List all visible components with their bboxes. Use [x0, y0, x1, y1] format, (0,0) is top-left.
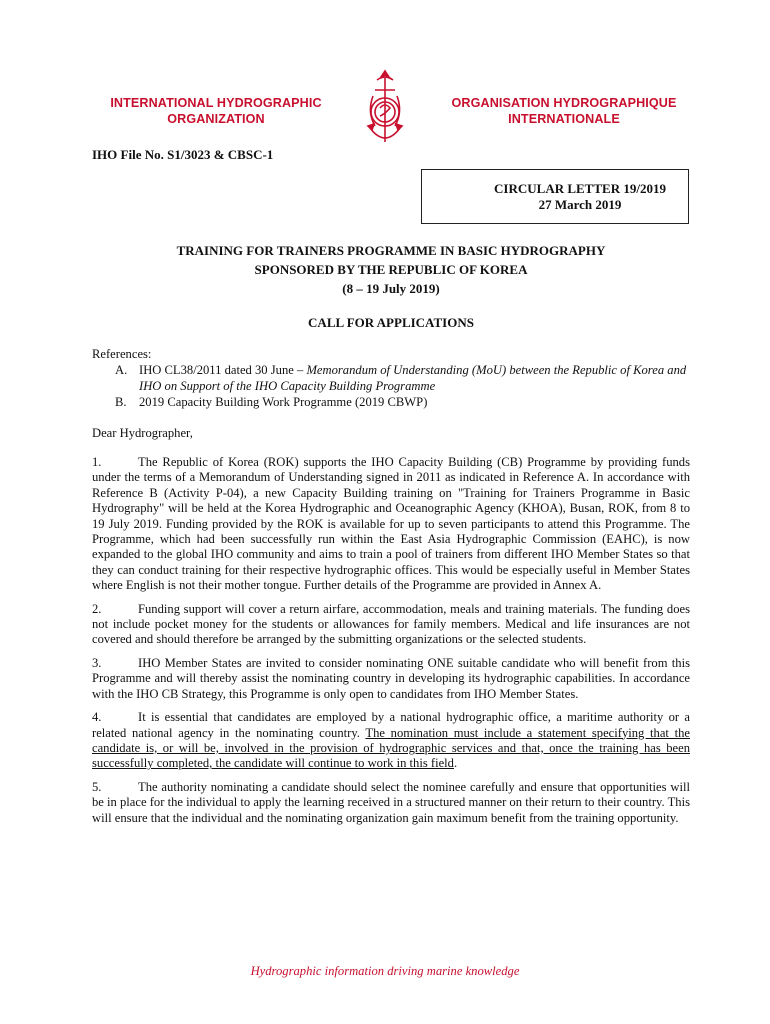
paragraph: [92, 780, 690, 826]
reference-item: [92, 394, 690, 410]
reference-text: [139, 362, 690, 394]
references: [92, 346, 690, 410]
org-name-english-line1: INTERNATIONAL HYDROGRAPHIC: [110, 96, 322, 110]
paragraph: [92, 656, 690, 702]
org-name-french-line1: ORGANISATION HYDROGRAPHIQUE: [451, 96, 677, 110]
circular-letter-date: 27 March 2019: [538, 197, 622, 212]
paragraph-text: Funding support will cover a return airfare, accommodation, meals and training materials. The funding does not include pocket money for the students or allowances for family members. Medical and life insurances are not covered and should therefore be arranged by the submitting organizations or the selected students.: [92, 601, 690, 647]
circular-letter-number: CIRCULAR LETTER 19/2019: [494, 181, 666, 196]
org-name-english: [92, 95, 340, 127]
org-name-french-line2: INTERNATIONALE: [508, 112, 620, 126]
title-line-1: TRAINING FOR TRAINERS PROGRAMME IN BASIC HYDROGRAPHY: [176, 243, 606, 258]
paragraph-text: The authority nominating a candidate should select the nominee carefully and ensure that opportunities will be in place for the individual to apply the learning received in a structured manner on their return to their country. This will ensure that the individual and the nominating organization gain maximum benefit from the training opportunity.: [92, 779, 690, 825]
letter-body: [92, 455, 690, 834]
reference-letter: A.: [115, 363, 128, 377]
org-name-french: [435, 95, 693, 127]
reference-letter: B.: [115, 395, 127, 409]
reference-plain: 2019 Capacity Building Work Programme (2019 CBWP): [139, 395, 428, 409]
paragraph-text: It is essential that candidates are employed by a national hydrographic office, a maritime authority or a related national agency in the nominating country.: [92, 710, 690, 740]
salutation: Dear Hydrographer,: [92, 426, 193, 440]
title-line-3: (8 – 19 July 2019): [342, 281, 440, 296]
paragraph-text: IHO Member States are invited to consider nominating ONE suitable candidate who will benefit from this Programme and will thereby assist the nominating country in developing its hydrographic capabilities. In accordance with the IHO CB Strategy, this Programme is only open to candidates from IHO Member States.: [92, 655, 690, 701]
iho-anchor-emblem-icon: [362, 68, 408, 150]
title-line-2: SPONSORED BY THE REPUBLIC OF KOREA: [254, 262, 528, 277]
circular-letter-box: [421, 169, 689, 224]
paragraph-number: 2.: [92, 601, 102, 616]
references-heading: References:: [92, 347, 152, 361]
paragraph-tail: .: [453, 756, 458, 771]
paragraph-underlined-text: The nomination must include a statement specifying that the candidate is, or will be, involved in the provision of hydrographic services and that, once the training has been successfully completed, the candidate will continue to work in this field: [92, 725, 690, 771]
paragraph-number: 5.: [92, 779, 102, 794]
reference-text: [139, 394, 690, 410]
footer-tagline: Hydrographic information driving marine knowledge: [250, 964, 520, 978]
org-name-english-line2: ORGANIZATION: [167, 112, 265, 126]
call-for-applications-heading: CALL FOR APPLICATIONS: [308, 315, 474, 330]
paragraph: [92, 455, 690, 594]
file-number: IHO File No. S1/3023 & CBSC-1: [92, 147, 274, 162]
paragraph-text: The Republic of Korea (ROK) supports the IHO Capacity Building (CB) Programme by providing funds under the terms of a Memorandum of Understanding signed in 2011 as indicated in Reference A. In accordance with Reference B (Activity P-04), a new Capacity Building training on "Training for Trainers Programme in Basic Hydrography" will be held at the Korea Hydrographic and Oceanographic Agency (KHOA), Busan, ROK, from 8 to 19 July 2019. Funding provided by the ROK is available for up to seven participants to attend this Programme. The Programme, which had been successfully run within the East Asia Hydrographic Commission (EAHC), is now expanded to the global IHO community and aims to train a pool of trainers from different IHO Member States so that they can conduct training for their respective hydrographic offices. This would be especially useful in Member States where English is not their mother tongue. Further details of the Programme are provided in Annex A.: [92, 455, 690, 593]
paragraph-number: 3.: [92, 655, 102, 670]
paragraph-number: 4.: [92, 710, 102, 725]
paragraph: [92, 602, 690, 648]
paragraph: [92, 710, 690, 772]
reference-plain: IHO CL38/2011 dated 30 June –: [139, 363, 307, 377]
reference-italic: Memorandum of Understanding (MoU) between the Republic of Korea and IHO on Support of the IHO Capacity Building Programme: [139, 363, 687, 393]
paragraph-number: 1.: [92, 455, 102, 469]
document-title: [92, 241, 690, 298]
reference-item: [92, 362, 690, 394]
